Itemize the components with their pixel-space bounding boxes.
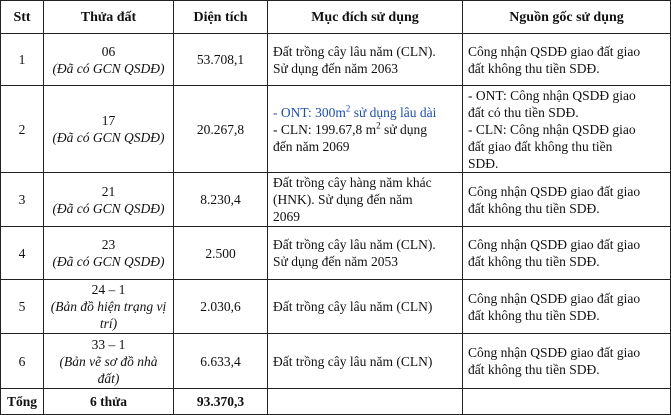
lot-number: 24 – 1 bbox=[91, 282, 126, 297]
row-area: 53.708,1 bbox=[174, 34, 268, 86]
row-stt: 1 bbox=[1, 34, 44, 86]
row-area: 2.030,6 bbox=[174, 280, 268, 334]
row-stt: 4 bbox=[1, 227, 44, 280]
lot-number: 21 bbox=[101, 183, 116, 199]
table-row bbox=[1, 227, 671, 280]
row-stt: 3 bbox=[1, 173, 44, 227]
row-origin bbox=[463, 86, 671, 173]
superscript: 2 bbox=[376, 120, 381, 130]
origin-line: đất không thu tiền SDĐ. bbox=[468, 60, 600, 76]
row-lot bbox=[44, 334, 174, 389]
origin-line: - CLN: Công nhận QSDĐ giao bbox=[468, 121, 636, 137]
origin-line: Công nhận QSDĐ giao đất giao bbox=[468, 183, 641, 199]
row-lot bbox=[44, 86, 174, 173]
origin-line: đất không thu tiền SDĐ. bbox=[468, 307, 600, 323]
row-purpose bbox=[268, 280, 463, 334]
row-origin bbox=[463, 334, 671, 389]
origin-line: Công nhận QSDĐ giao đất giao bbox=[468, 290, 641, 306]
total-lots: 6 thửa bbox=[44, 389, 174, 415]
row-origin bbox=[463, 280, 671, 334]
header-purpose: Mục đích sử dụng bbox=[268, 1, 463, 34]
total-empty-cell bbox=[268, 389, 463, 415]
purpose-line: Sử dụng đến năm 2053 bbox=[273, 254, 399, 269]
origin-line: Công nhận QSDĐ giao đất giao bbox=[468, 345, 641, 360]
header-area: Diện tích bbox=[174, 1, 268, 34]
purpose-ont-line bbox=[273, 104, 457, 121]
header-row bbox=[1, 1, 671, 34]
row-stt: 5 bbox=[1, 280, 44, 334]
row-purpose bbox=[268, 173, 463, 227]
purpose-line: đến năm 2069 bbox=[273, 138, 350, 154]
origin-line: đất không thu tiền SDĐ. bbox=[468, 362, 600, 377]
table-row bbox=[1, 280, 671, 334]
lot-number: 23 bbox=[101, 237, 116, 252]
table-row bbox=[1, 173, 671, 227]
header-stt: Stt bbox=[1, 1, 44, 34]
origin-line: Công nhận QSDĐ giao đất giao bbox=[468, 43, 641, 59]
table-row bbox=[1, 86, 671, 173]
origin-line: SDĐ. bbox=[468, 155, 499, 171]
row-purpose bbox=[268, 227, 463, 280]
row-stt: 2 bbox=[1, 86, 44, 173]
lot-note: (Đã có GCN QSDĐ) bbox=[52, 200, 165, 216]
total-label: Tổng bbox=[1, 389, 44, 415]
row-lot bbox=[44, 227, 174, 280]
row-lot bbox=[44, 173, 174, 227]
row-purpose bbox=[268, 34, 463, 86]
lot-number: 33 – 1 bbox=[91, 336, 126, 352]
origin-line: - ONT: Công nhận QSDĐ giao bbox=[468, 87, 636, 103]
row-origin bbox=[463, 34, 671, 86]
origin-line: Công nhận QSDĐ giao đất giao bbox=[468, 237, 641, 252]
row-purpose bbox=[268, 334, 463, 389]
origin-line: đất không thu tiền SDĐ. bbox=[468, 200, 600, 216]
row-origin bbox=[463, 227, 671, 280]
purpose-line: (HNK). Sử dụng đến năm bbox=[273, 192, 413, 207]
lot-note: (Đã có GCN QSDĐ) bbox=[52, 254, 165, 269]
header-lot: Thửa đất bbox=[44, 1, 174, 34]
purpose-cln-text: sử dụng bbox=[380, 121, 427, 137]
purpose-line: Đất trồng cây hàng năm khác bbox=[273, 175, 432, 190]
origin-line: đất có thu tiền SDĐ. bbox=[468, 104, 579, 120]
lot-note: (Bản đồ hiện trạng vị trí) bbox=[50, 299, 167, 331]
purpose-line: Đất trồng cây lâu năm (CLN) bbox=[273, 299, 433, 314]
total-row bbox=[1, 389, 671, 415]
row-area: 6.633,4 bbox=[174, 334, 268, 389]
row-area: 8.230,4 bbox=[174, 173, 268, 227]
row-purpose bbox=[268, 86, 463, 173]
header-origin: Nguồn gốc sử dụng bbox=[463, 1, 671, 34]
purpose-line: Sử dụng đến năm 2063 bbox=[273, 60, 399, 76]
purpose-line: 2069 bbox=[273, 209, 300, 224]
purpose-line: Đất trồng cây lâu năm (CLN). bbox=[273, 43, 436, 59]
origin-line: đất không thu tiền SDĐ. bbox=[468, 254, 600, 269]
table-row bbox=[1, 334, 671, 389]
row-lot bbox=[44, 34, 174, 86]
origin-line: đất giao đất không thu tiền bbox=[468, 138, 613, 154]
superscript: 2 bbox=[345, 103, 351, 113]
purpose-ont-text: sử dụng lâu dài bbox=[350, 104, 437, 120]
row-stt: 6 bbox=[1, 334, 44, 389]
purpose-cln-text: - CLN: 199.67,8 m bbox=[273, 121, 377, 137]
lot-note: (Bản vẽ sơ đồ nhà đất) bbox=[59, 353, 158, 386]
lot-note: (Đã có GCN QSDĐ) bbox=[52, 130, 165, 145]
lot-number: 17 bbox=[101, 113, 116, 128]
lot-note: (Đã có GCN QSDĐ) bbox=[52, 60, 165, 76]
purpose-ont-text: - ONT: 300m bbox=[273, 104, 346, 120]
row-origin bbox=[463, 173, 671, 227]
lot-number: 06 bbox=[101, 43, 116, 59]
row-area: 2.500 bbox=[174, 227, 268, 280]
total-area: 93.370,3 bbox=[174, 389, 268, 415]
row-area: 20.267,8 bbox=[174, 86, 268, 173]
purpose-line: Đất trồng cây lâu năm (CLN) bbox=[273, 353, 433, 369]
row-lot bbox=[44, 280, 174, 334]
table-row bbox=[1, 34, 671, 86]
purpose-cln-line bbox=[273, 121, 457, 138]
total-empty-cell bbox=[463, 389, 671, 415]
purpose-line: Đất trồng cây lâu năm (CLN). bbox=[273, 237, 436, 252]
